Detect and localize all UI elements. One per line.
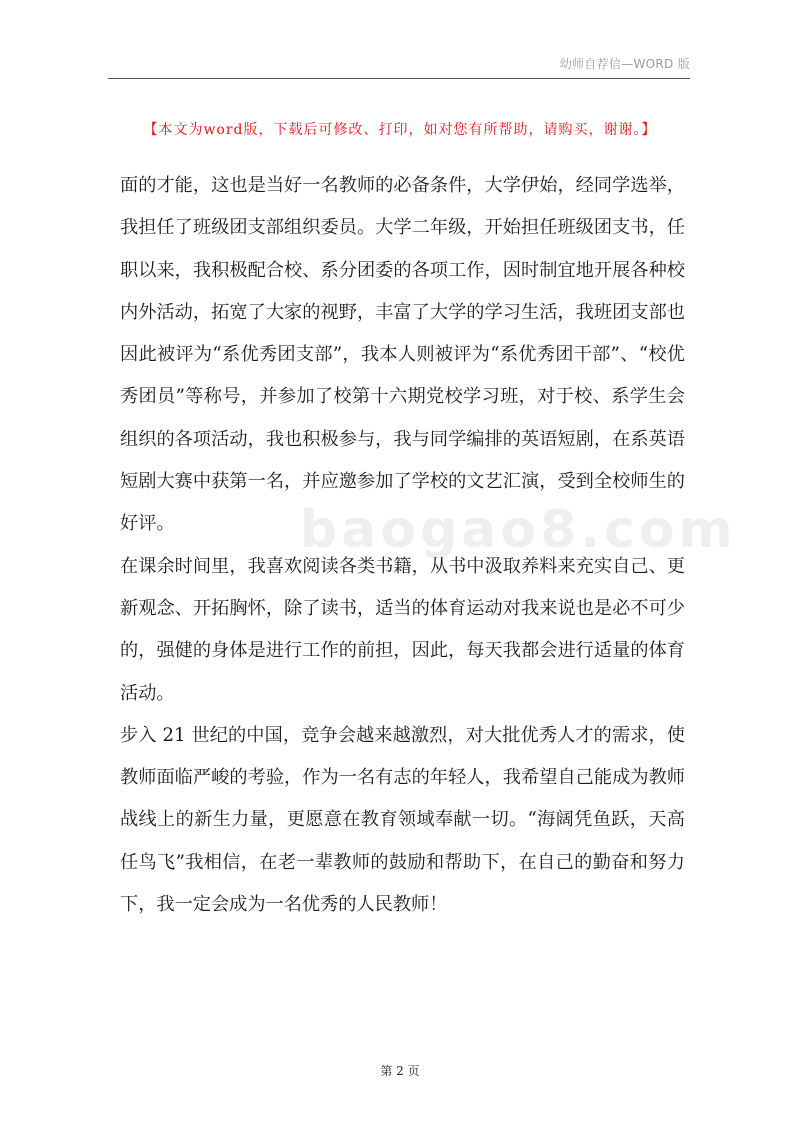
paragraph: 面的才能，这也是当好一名教师的必备条件，大学伊始，经同学选举，我担任了班级团支部组织委员。大学二年级，开始担任班级团支书，任职以来，我积极配合校、系分团委的各项工作，因时制宜地开展各种校内外活动，拓宽了大家的视野，丰富了大学的学习生活，我班团支部也因此被评为“系优秀团支部”，我本人则被评为“系优秀团干部”、“校优秀团员”等称号，并参加了校第十六期党校学习班，对于校、系学生会组织的各项活动，我也积极参与，我与同学编排的英语短剧，在系英语短剧大赛中获第一名，并应邀参加了学校的文艺汇演，受到全校师生的好评。 <box>120 175 685 535</box>
watermark: baogao8.com <box>300 500 737 560</box>
page-header-title: 幼师自荐信—WORD 版 <box>559 57 690 71</box>
page-number: 第 2 页 <box>380 1064 420 1078</box>
document-body <box>120 165 685 926</box>
header-divider <box>108 78 690 79</box>
paragraph: 步入 21 世纪的中国，竞争会越来越激烈，对大批优秀人才的需求，使教师面临严峻的考验，作为一名有志的年轻人，我希望自己能成为教师战线上的新生力量，更愿意在教育领域奉献一切。“海阔凭鱼跃，天高任鸟飞”我相信，在老一辈教师的鼓励和帮助下，在自己的勤奋和努力下，我一定会成为一名优秀的人民教师！ <box>120 724 685 916</box>
paragraph: 在课余时间里，我喜欢阅读各类书籍，从书中汲取养料来充实自己、更新观念、开拓胸怀，除了读书，适当的体育运动对我来说也是必不可少的，强健的身体是进行工作的前担，因此，每天我都会进行适量的体育活动。 <box>120 555 685 704</box>
download-notice: 【本文为word版，下载后可修改、打印，如对您有所帮助，请购买，谢谢。】 <box>143 122 657 138</box>
